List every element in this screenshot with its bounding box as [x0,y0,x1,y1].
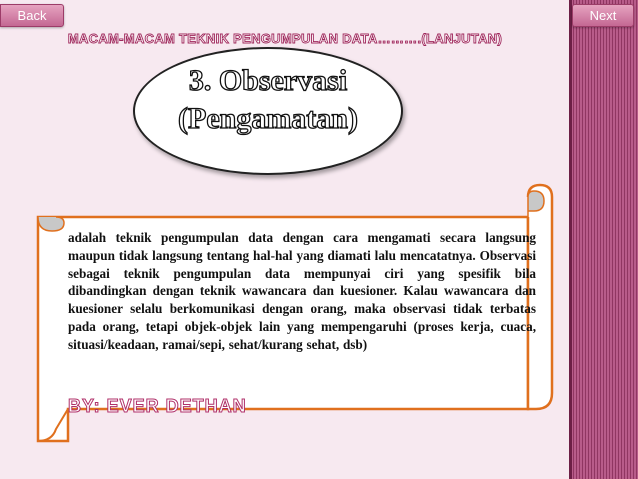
heading [133,62,403,138]
decorative-right-border [570,0,638,479]
next-button[interactable]: Next [572,4,634,27]
author-credit: BY: EVER DETHAN [68,396,247,416]
body-paragraph: adalah teknik pengumpulan data dengan cara mengamati secara langsung maupun tidak langsung tentang hal-hal yang diamati lalu mencatatnya. Observasi sebagai teknik pengumpulan data mempunyai ciri yang spesifik bila dibandingkan dengan teknik wawancara dan kuesioner. Kalau wawancara dan kuesioner selalu berkomunikasi dengan orang, maka observasi tidak terbatas pada orang, tetapi objek-objek lain yang mempengaruhi (proses kerja, cuaca, situasi/keadaan, ramai/sepi, sehat/kurang sehat, dsb) [68,230,536,352]
slide-title: MACAM-MACAM TEKNIK PENGUMPULAN DATA……….(LANJUTAN) [67,31,503,46]
heading-line-1: 3. Observasi [188,64,348,97]
back-button[interactable]: Back [0,4,64,27]
decorative-right-border-edge [569,0,572,479]
heading-line-2: (Pengamatan) [178,102,358,135]
scroll-left-curl [38,217,64,231]
